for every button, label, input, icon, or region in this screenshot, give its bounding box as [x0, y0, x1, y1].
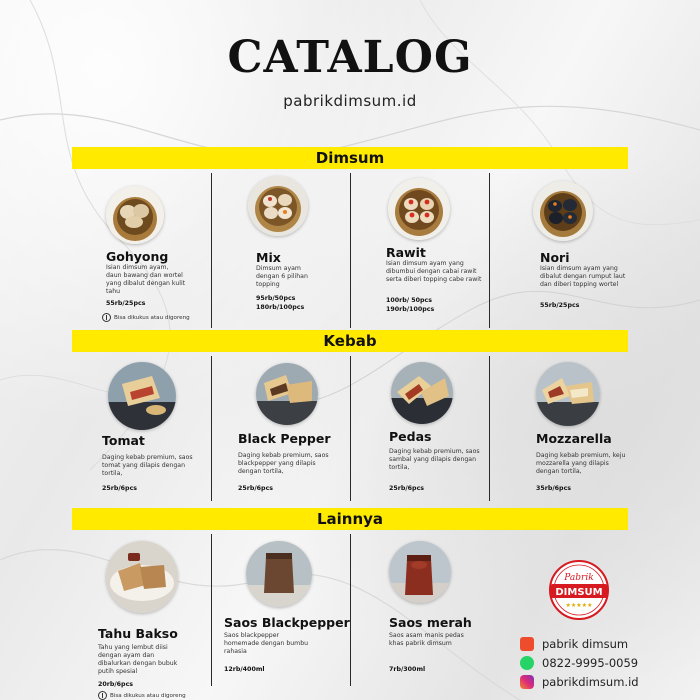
item-description: Saos blackpepper homemade dengan bumbu rahasia — [224, 632, 309, 655]
cooking-icon — [102, 313, 111, 322]
whatsapp-icon — [520, 656, 534, 670]
contact-shopee — [520, 637, 628, 651]
item-price: 25rb/6pcs — [238, 485, 274, 492]
menu-item — [489, 356, 628, 501]
contact-text: pabrikdimsum.id — [542, 675, 639, 689]
item-description: Tahu yang lembut diisi dengan ayam dan dibalurkan dengan bubuk putih spesial — [98, 644, 178, 675]
tomat-photo — [108, 362, 176, 430]
menu-item — [489, 173, 628, 328]
logo-line2: DIMSUM — [555, 587, 603, 598]
item-name: Rawit — [386, 245, 426, 260]
instagram-icon — [520, 675, 534, 689]
menu-item — [350, 356, 489, 501]
item-name: Black Pepper — [238, 431, 331, 446]
dimsum-row — [72, 173, 628, 328]
cook-note — [98, 691, 186, 700]
cook-note — [102, 313, 190, 322]
item-price: 35rb/6pcs — [536, 485, 572, 492]
item-description: Isian dimsum ayam yang dibalut dengan rumput laut dan diberi topping wortel — [540, 265, 626, 288]
item-description: Daging kebab premium, saos tomat yang dilapis dengan tortila, — [102, 454, 193, 477]
item-price: 25rb/6pcs — [389, 485, 425, 492]
nori-photo — [533, 181, 593, 241]
catalog-title: CATALOG — [227, 32, 473, 83]
contact-text: pabrik dimsum — [542, 637, 629, 651]
item-price: 20rb/6pcs — [98, 681, 134, 688]
item-name: Pedas — [389, 429, 432, 444]
item-price: 100rb/ 50pcs 190rb/100pcs — [386, 297, 435, 313]
menu-item — [72, 534, 211, 699]
pabrik-dimsum-logo — [549, 560, 609, 620]
cook-note-text: Bisa dikukus atau digoreng — [114, 314, 190, 321]
mix-photo — [248, 176, 308, 236]
item-name: Mix — [256, 250, 281, 265]
menu-item — [211, 356, 350, 501]
mozzarella-photo — [536, 362, 600, 426]
cook-note-text: Bisa dikukus atau digoreng — [110, 692, 186, 699]
menu-item — [211, 534, 350, 686]
item-description: Isian dimsum ayam yang dibumbui dengan cabai rawit serta diberi topping cabe rawit — [386, 260, 482, 283]
section-heading-lainnya: Lainnya — [72, 508, 628, 530]
item-name: Gohyong — [106, 249, 169, 264]
section-heading-dimsum: Dimsum — [72, 147, 628, 169]
section-heading-kebab: Kebab — [72, 330, 628, 352]
black-pepper-photo — [256, 363, 318, 425]
gohyong-photo — [106, 186, 164, 244]
contact-whatsapp — [520, 656, 638, 670]
item-price: 25rb/6pcs — [102, 485, 138, 492]
item-name: Saos Blackpepper — [224, 615, 350, 630]
item-price: 55rb/25pcs — [106, 300, 146, 307]
website-label: pabrikdimsum.id — [283, 92, 417, 110]
contact-instagram — [520, 675, 639, 689]
item-price: 7rb/300ml — [389, 666, 426, 673]
lainnya-row — [72, 534, 489, 699]
item-name: Mozzarella — [536, 431, 612, 446]
item-description: Daging kebab premium, saos blackpepper yang dilapis dengan tortila, — [238, 452, 329, 475]
menu-item — [72, 173, 211, 328]
item-description: Isian dimsum ayam, daun bawang dan wortel yang dibalut dengan kulit tahu — [106, 264, 186, 295]
cooking-icon — [98, 691, 107, 700]
item-description: Dimsum ayam dengan 6 pilihan topping — [256, 265, 308, 288]
logo-line1: Pabrik — [564, 573, 594, 583]
rawit-photo — [388, 178, 450, 240]
menu-item — [72, 356, 211, 501]
item-name: Tahu Bakso — [98, 626, 178, 641]
pedas-photo — [391, 362, 453, 424]
item-description: Daging kebab premium, saos sambal yang dilapis dengan tortila, — [389, 448, 480, 471]
saos-blackpepper-photo — [246, 541, 312, 607]
item-name: Nori — [540, 250, 570, 265]
kebab-row — [72, 356, 628, 501]
item-price: 95rb/50pcs 180rb/100pcs — [256, 295, 305, 311]
item-name: Saos merah — [389, 615, 472, 630]
item-price: 12rb/400ml — [224, 666, 265, 673]
item-name: Tomat — [102, 433, 145, 448]
menu-item — [350, 534, 489, 686]
item-description: Daging kebab premium, keju mozzarella yang dilapis dengan tortila, — [536, 452, 626, 475]
tahu-bakso-photo — [106, 541, 178, 613]
item-description: Saos asam manis pedas khas pabrik dimsum — [389, 632, 464, 647]
shopee-icon — [520, 637, 534, 651]
menu-item — [211, 173, 350, 328]
contact-text: 0822-9995-0059 — [542, 656, 639, 670]
item-price: 55rb/25pcs — [540, 302, 580, 309]
logo-stars: ★★★★★ — [565, 602, 593, 609]
menu-item — [350, 173, 489, 328]
saos-merah-photo — [389, 541, 451, 603]
